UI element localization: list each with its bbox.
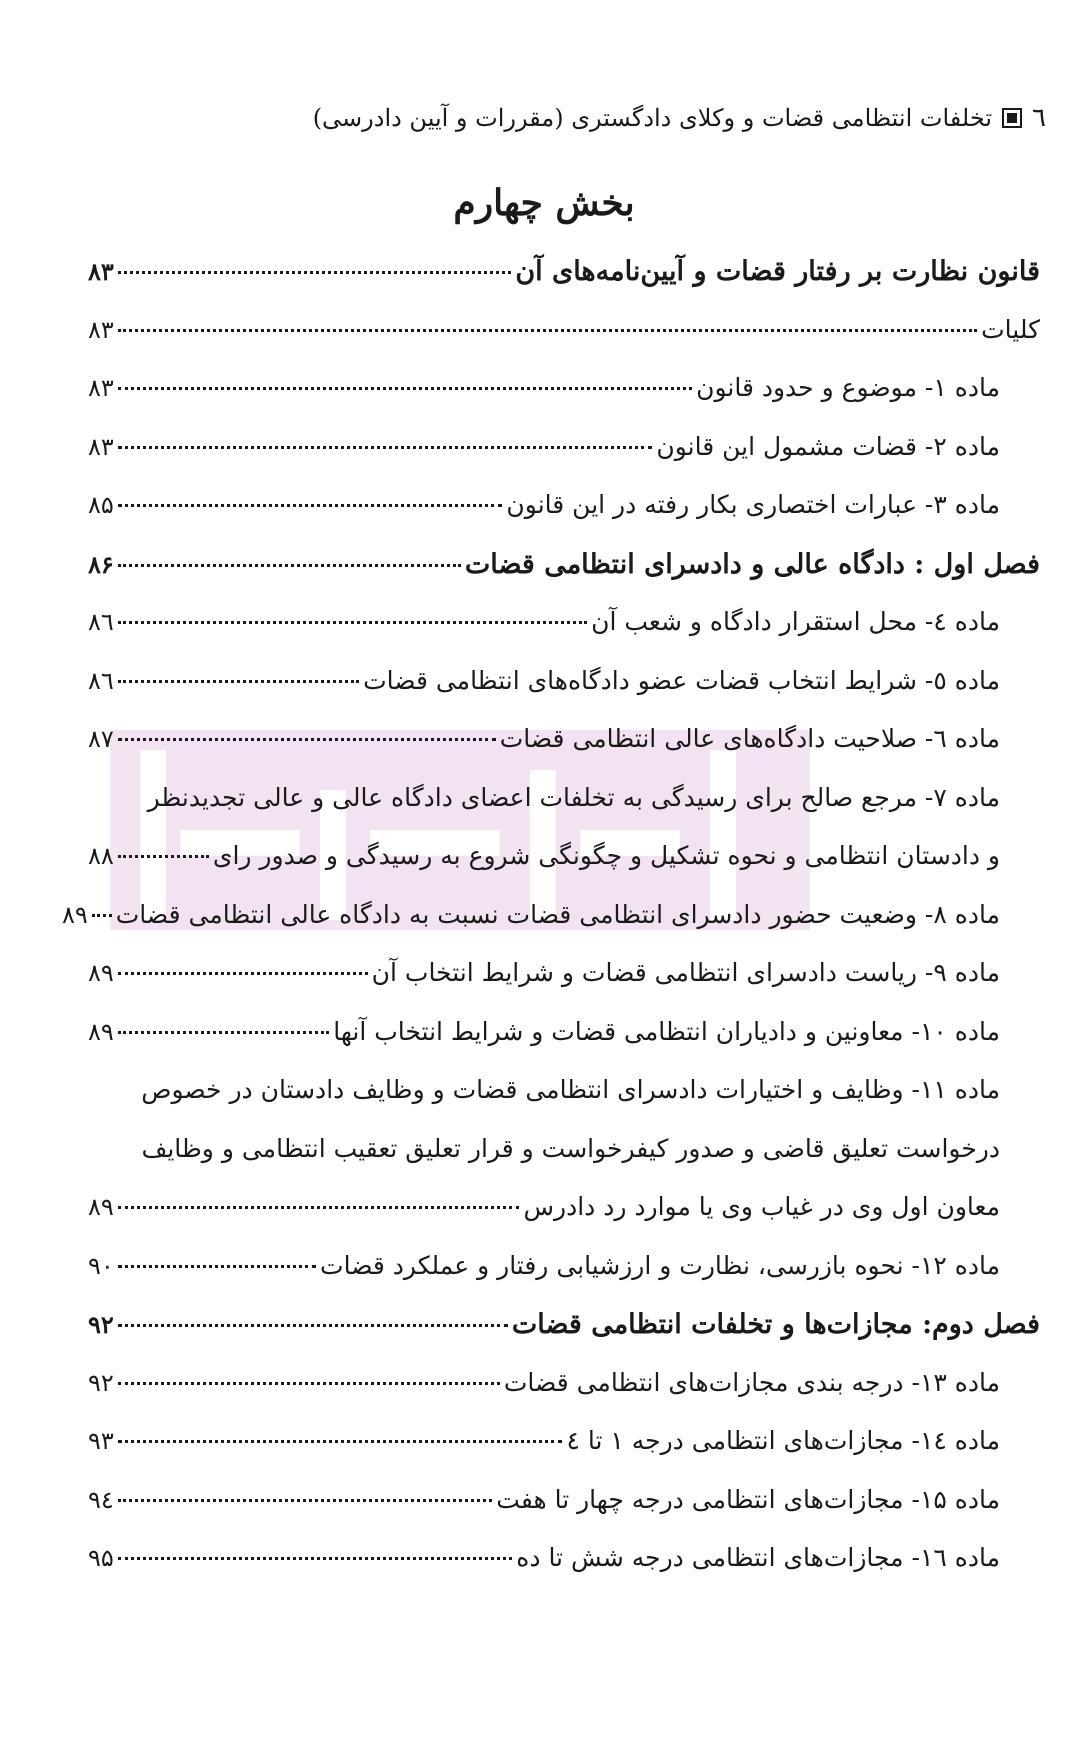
toc-page-number: ۸۹ <box>88 1017 114 1046</box>
dot-leader <box>118 1031 329 1034</box>
toc-page-number: ۸۵ <box>88 491 114 519</box>
toc-entry[interactable] <box>88 1368 1040 1427</box>
toc-entry-title: ماده ۱- موضوع و حدود قانون <box>696 373 1000 402</box>
toc-page-number: ۸٦ <box>88 666 114 695</box>
dot-leader <box>118 387 692 390</box>
toc-page-number: ۸۷ <box>88 725 114 753</box>
toc-page-number: ۸۶ <box>88 549 114 579</box>
toc-entry-title: ماده ١٤- مجازات‌های انتظامی درجه ۱ تا ٤ <box>566 1426 1000 1455</box>
toc-entry-title: ماده ١٦- مجازات‌های انتظامی درجه شش تا ده <box>516 1543 1000 1572</box>
toc-entry-title: و دادستان انتظامی و نحوه تشکیل و چگونگی شروع به رسیدگی و صدور رای <box>212 841 1000 870</box>
dot-leader <box>118 1440 563 1443</box>
toc-entry[interactable] <box>88 1192 1040 1251</box>
toc-page-number: ۹۲ <box>88 1368 114 1397</box>
dot-leader <box>118 972 368 975</box>
square-bullet-icon <box>1002 108 1022 128</box>
toc-entry[interactable] <box>88 666 1040 725</box>
toc-entry-title: ماده ۱۰- معاونین و دادیاران انتظامی قضات و شرایط انتخاب آنها <box>333 1016 1000 1046</box>
toc-entry-title: ماده ۱۱- وظایف و اختیارات دادسرای انتظامی قضات و وظایف دادستان در خصوص <box>141 1075 1000 1104</box>
toc-entry[interactable] <box>88 1485 1040 1544</box>
toc-page-number: ۸۳ <box>88 432 114 461</box>
toc-entry-title: ماده ۷- مرجع صالح برای رسیدگی به تخلفات اعضای دادگاه عالی و عالی تجدیدنظر <box>147 782 1000 812</box>
toc-entry[interactable] <box>88 1134 1040 1193</box>
toc-entry-title: قانون نظارت بر رفتار قضات و آیین‌نامه‌های آن <box>515 256 1040 287</box>
dot-leader <box>118 855 209 858</box>
toc-entry[interactable] <box>88 315 1040 374</box>
toc-entry[interactable] <box>88 432 1040 491</box>
dot-leader <box>118 680 359 683</box>
table-of-contents <box>61 256 1040 1602</box>
dot-leader <box>118 1382 500 1385</box>
toc-entry[interactable] <box>88 607 1040 666</box>
dot-leader <box>118 446 653 449</box>
toc-page-number: ۸۸ <box>88 842 114 870</box>
section-title: بخش چهارم <box>453 182 635 224</box>
toc-page-number: ۹٤ <box>88 1485 114 1514</box>
toc-entry[interactable] <box>88 373 1040 432</box>
toc-page-number: ۸۳ <box>88 315 114 344</box>
dot-leader <box>118 621 587 624</box>
toc-entry-title: ماده ٥- شرایط انتخاب قضات عضو دادگاه‌های انتظامی قضات <box>363 665 1000 695</box>
dot-leader <box>118 1265 316 1268</box>
dot-leader <box>118 271 512 274</box>
toc-entry-title: ماده ۱۲- نحوه بازرسی، نظارت و ارزشیابی رفتار و عملکرد قضات <box>320 1250 1000 1280</box>
toc-entry[interactable] <box>88 1426 1040 1485</box>
dot-leader <box>118 1557 512 1560</box>
toc-entry-title: ماده ۸- وضعیت حضور دادسرای انتظامی قضات نسبت به دادگاه عالی انتظامی قضات <box>115 899 1000 929</box>
toc-page-number: ۸٦ <box>88 608 114 636</box>
dot-leader <box>118 504 503 507</box>
toc-entry[interactable] <box>88 1017 1040 1076</box>
toc-entry-title: ماده ۹- ریاست دادسرای انتظامی قضات و شرایط انتخاب آن <box>371 958 1000 987</box>
toc-entry-title: معاون اول وی در غیاب وی یا موارد رد دادرس <box>523 1192 1000 1221</box>
toc-entry-title: درخواست تعلیق قاضی و صدور کیفرخواست و قرار تعلیق تعقیب انتظامی و وظایف <box>141 1133 1000 1163</box>
toc-entry[interactable] <box>88 256 1040 315</box>
toc-page-number: ۹۵ <box>88 1544 114 1572</box>
dot-leader <box>118 1499 492 1502</box>
toc-entry[interactable] <box>88 958 1040 1017</box>
toc-page-number: ۸۹ <box>88 959 114 987</box>
toc-page-number: ۹۰ <box>88 1251 114 1280</box>
toc-entry-title: فصل اول : دادگاه عالی و دادسرای انتظامی قضات <box>464 548 1040 580</box>
toc-entry[interactable] <box>88 549 1040 608</box>
toc-entry-title: ماده ٦- صلاحیت دادگاه‌های عالی انتظامی قضات <box>499 724 1000 753</box>
toc-page-number: ۸۹ <box>61 900 88 929</box>
toc-entry[interactable] <box>88 1251 1040 1310</box>
dot-leader <box>118 1206 520 1209</box>
dot-leader <box>118 1324 508 1327</box>
toc-entry-title: ماده ۳- عبارات اختصاری بکار رفته در این قانون <box>506 490 1000 519</box>
toc-entry[interactable] <box>88 1309 1040 1368</box>
toc-page-number: ۸۹ <box>88 1193 114 1221</box>
toc-entry[interactable] <box>88 490 1040 549</box>
dot-leader <box>118 564 461 567</box>
dot-leader <box>118 329 977 332</box>
toc-page-number: ۸۳ <box>88 257 114 286</box>
page-number: ٦ <box>1032 103 1046 133</box>
toc-entry[interactable] <box>88 841 1040 900</box>
running-header <box>300 96 1046 140</box>
toc-entry[interactable] <box>88 1075 1040 1134</box>
toc-entry[interactable] <box>88 783 1040 842</box>
toc-entry[interactable] <box>88 1543 1040 1602</box>
dot-leader <box>118 738 496 741</box>
book-title: تخلفات انتظامی قضات و وکلای دادگستری (مقررات و آیین دادرسی) <box>312 104 993 132</box>
toc-entry-title: کلیات <box>981 314 1040 344</box>
toc-entry-title: فصل دوم: مجازات‌ها و تخلفات انتظامی قضات <box>511 1309 1040 1340</box>
toc-entry[interactable] <box>61 899 1040 959</box>
toc-entry-title: ماده ۱۵- مجازات‌های انتظامی درجه چهار تا هفت <box>496 1484 1000 1514</box>
toc-page-number: ۹۲ <box>88 1310 114 1339</box>
toc-entry-title: ماده ۱۳- درجه بندی مجازات‌های انتظامی قضات <box>503 1367 1000 1397</box>
toc-entry-title: ماده ٤- محل استقرار دادگاه و شعب آن <box>591 607 1000 636</box>
toc-entry-title: ماده ۲- قضات مشمول این قانون <box>656 431 1000 461</box>
toc-page-number: ۸۳ <box>88 374 114 402</box>
toc-page-number: ۹۳ <box>88 1427 114 1455</box>
toc-entry[interactable] <box>88 724 1040 783</box>
dot-leader <box>92 914 112 917</box>
